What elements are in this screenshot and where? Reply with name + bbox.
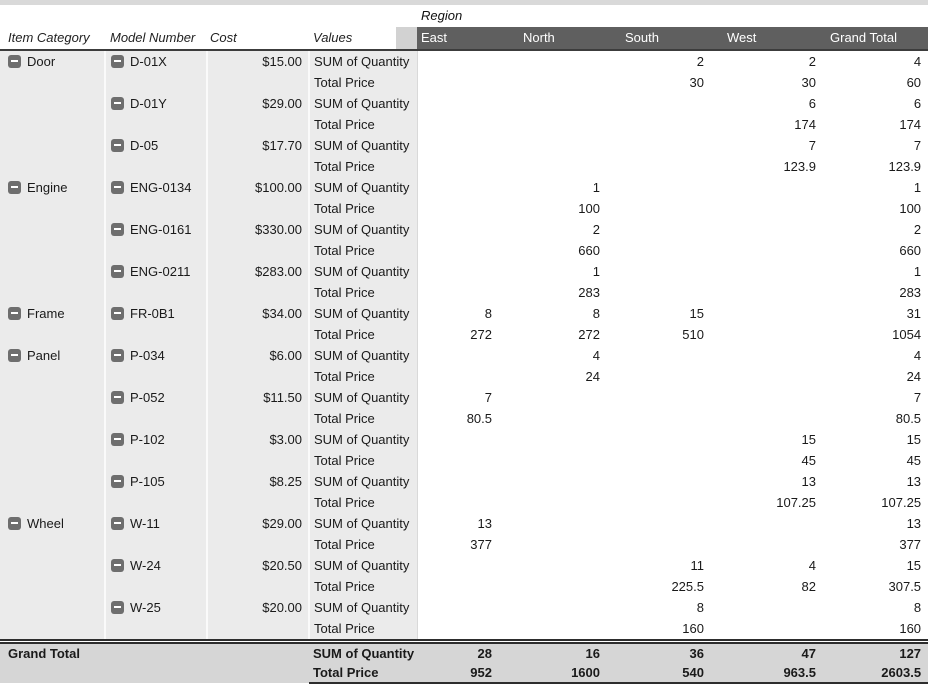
data-cell: 377 — [826, 534, 928, 555]
measure-label-quantity: SUM of Quantity — [309, 93, 417, 114]
model-cell — [105, 177, 207, 219]
collapse-model-button minus-icon[interactable] — [111, 55, 124, 68]
cost-value: $11.50 — [207, 387, 309, 429]
data-cell — [723, 198, 826, 219]
grand-total-label: Grand Total — [0, 642, 309, 684]
data-cell: 4 — [519, 345, 621, 366]
data-cell — [621, 492, 723, 513]
measure-label-price: Total Price — [309, 198, 417, 219]
data-cell: 6 — [723, 93, 826, 114]
model-label: D-01Y — [130, 96, 167, 111]
table-row — [0, 261, 928, 282]
data-cell — [417, 114, 519, 135]
pivot-table-body — [0, 50, 928, 642]
table-row — [0, 219, 928, 240]
model-label: P-102 — [130, 432, 165, 447]
data-cell — [621, 240, 723, 261]
data-cell — [519, 72, 621, 93]
data-cell — [723, 366, 826, 387]
collapse-category-button minus-icon[interactable] — [8, 55, 21, 68]
data-cell — [417, 471, 519, 492]
category-label: Panel — [27, 348, 61, 363]
data-cell — [621, 198, 723, 219]
data-cell — [723, 261, 826, 282]
measure-label-price: Total Price — [309, 534, 417, 555]
data-cell: 2 — [621, 50, 723, 72]
data-cell — [519, 471, 621, 492]
grand-total-value-east: 952 — [417, 663, 519, 683]
data-cell — [621, 513, 723, 534]
data-cell: 1 — [519, 177, 621, 198]
data-cell — [417, 261, 519, 282]
data-cell — [417, 72, 519, 93]
column-header-row — [0, 27, 928, 50]
data-cell — [723, 345, 826, 366]
collapse-model-button minus-icon[interactable] — [111, 181, 124, 194]
measure-label-price: Total Price — [309, 240, 417, 261]
data-cell — [519, 450, 621, 471]
data-cell — [519, 555, 621, 576]
data-cell: 283 — [826, 282, 928, 303]
collapse-model-button minus-icon[interactable] — [111, 517, 124, 530]
measure-label-price: Total Price — [309, 156, 417, 177]
data-cell: 377 — [417, 534, 519, 555]
model-cell — [105, 135, 207, 177]
header-spacer — [0, 5, 417, 27]
data-cell: 15 — [621, 303, 723, 324]
data-cell: 7 — [826, 387, 928, 408]
measure-label-quantity: SUM of Quantity — [309, 303, 417, 324]
data-cell — [621, 261, 723, 282]
data-cell — [417, 492, 519, 513]
model-label: FR-0B1 — [130, 306, 175, 321]
data-cell — [417, 219, 519, 240]
category-cell — [0, 50, 105, 177]
grand-total-measure-label-quantity: SUM of Quantity — [309, 642, 417, 664]
data-cell: 8 — [826, 597, 928, 618]
model-label: ENG-0211 — [130, 264, 191, 279]
data-cell — [723, 240, 826, 261]
data-cell — [417, 198, 519, 219]
data-cell — [723, 324, 826, 345]
region-column-header-south: South — [621, 27, 723, 50]
data-cell: 272 — [519, 324, 621, 345]
data-cell: 160 — [826, 618, 928, 642]
table-row — [0, 471, 928, 492]
category-cell — [0, 345, 105, 513]
data-cell — [417, 618, 519, 642]
cost-value: $20.50 — [207, 555, 309, 597]
data-cell — [723, 513, 826, 534]
data-cell — [417, 240, 519, 261]
data-cell — [519, 597, 621, 618]
model-label: ENG-0134 — [130, 180, 192, 195]
measure-label-price: Total Price — [309, 324, 417, 345]
data-cell: 7 — [417, 387, 519, 408]
data-cell: 123.9 — [723, 156, 826, 177]
collapse-model-button minus-icon[interactable] — [111, 349, 124, 362]
data-cell — [519, 135, 621, 156]
data-cell — [417, 597, 519, 618]
data-cell — [621, 471, 723, 492]
cost-value: $15.00 — [207, 50, 309, 93]
data-cell: 60 — [826, 72, 928, 93]
data-cell: 2 — [723, 50, 826, 72]
measure-label-quantity: SUM of Quantity — [309, 387, 417, 408]
data-cell — [519, 429, 621, 450]
collapse-model-button minus-icon[interactable] — [111, 559, 124, 572]
data-cell: 30 — [723, 72, 826, 93]
data-cell — [621, 450, 723, 471]
collapse-model-button minus-icon[interactable] — [111, 391, 124, 404]
data-cell: 24 — [519, 366, 621, 387]
table-row — [0, 177, 928, 198]
cost-value: $283.00 — [207, 261, 309, 303]
region-column-header-east: East — [417, 27, 519, 50]
model-label: W-11 — [130, 516, 160, 531]
data-cell — [723, 387, 826, 408]
grand-total-value-west: 47 — [723, 642, 826, 664]
data-cell — [519, 50, 621, 72]
data-cell: 82 — [723, 576, 826, 597]
data-cell — [417, 156, 519, 177]
column-header-values: Values — [309, 27, 417, 50]
measure-label-quantity: SUM of Quantity — [309, 50, 417, 72]
data-cell — [417, 555, 519, 576]
measure-label-quantity: SUM of Quantity — [309, 261, 417, 282]
table-row — [0, 50, 928, 72]
data-cell: 660 — [826, 240, 928, 261]
model-cell — [105, 219, 207, 261]
collapse-model-button minus-icon[interactable] — [111, 223, 124, 236]
collapse-category-button minus-icon[interactable] — [8, 349, 21, 362]
measure-label-price: Total Price — [309, 408, 417, 429]
data-cell — [417, 177, 519, 198]
data-cell: 1 — [826, 261, 928, 282]
data-cell: 225.5 — [621, 576, 723, 597]
data-cell: 1054 — [826, 324, 928, 345]
measure-label-price: Total Price — [309, 114, 417, 135]
measure-label-quantity: SUM of Quantity — [309, 597, 417, 618]
data-cell: 13 — [826, 513, 928, 534]
cost-value: $330.00 — [207, 219, 309, 261]
data-cell — [417, 366, 519, 387]
model-cell — [105, 345, 207, 387]
measure-label-quantity: SUM of Quantity — [309, 345, 417, 366]
region-column-header-north: North — [519, 27, 621, 50]
data-cell: 510 — [621, 324, 723, 345]
model-label: D-05 — [130, 138, 159, 153]
data-cell: 80.5 — [826, 408, 928, 429]
region-header-row — [0, 5, 928, 27]
grand-total-value-total: 2603.5 — [826, 663, 928, 683]
data-cell — [621, 282, 723, 303]
model-label: ENG-0161 — [130, 222, 192, 237]
measure-label-price: Total Price — [309, 72, 417, 93]
data-cell — [417, 576, 519, 597]
data-cell: 307.5 — [826, 576, 928, 597]
data-cell: 7 — [826, 135, 928, 156]
category-label: Frame — [27, 306, 65, 321]
data-cell — [621, 366, 723, 387]
collapse-model-button minus-icon[interactable] — [111, 475, 124, 488]
data-cell: 8 — [621, 597, 723, 618]
data-cell — [723, 219, 826, 240]
data-cell: 107.25 — [826, 492, 928, 513]
data-cell: 160 — [621, 618, 723, 642]
grand-total-value-east: 28 — [417, 642, 519, 664]
data-cell: 283 — [519, 282, 621, 303]
data-cell: 45 — [826, 450, 928, 471]
data-cell — [723, 408, 826, 429]
data-cell — [621, 114, 723, 135]
data-cell — [417, 429, 519, 450]
data-cell — [621, 156, 723, 177]
data-cell — [417, 93, 519, 114]
data-cell — [621, 93, 723, 114]
region-field-label: Region — [417, 5, 928, 27]
cost-value: $8.25 — [207, 471, 309, 513]
region-column-header-grand-total: Grand Total — [826, 27, 928, 50]
collapse-model-button minus-icon[interactable] — [111, 601, 124, 614]
model-cell — [105, 93, 207, 135]
data-cell — [723, 303, 826, 324]
table-row — [0, 303, 928, 324]
measure-label-quantity: SUM of Quantity — [309, 135, 417, 156]
data-cell: 80.5 — [417, 408, 519, 429]
data-cell — [723, 618, 826, 642]
column-header-cost: Cost — [207, 27, 309, 50]
data-cell — [723, 177, 826, 198]
data-cell — [519, 513, 621, 534]
grand-total-measure-label-price: Total Price — [309, 663, 417, 683]
model-cell — [105, 261, 207, 303]
data-cell — [621, 345, 723, 366]
measure-label-quantity: SUM of Quantity — [309, 555, 417, 576]
data-cell: 31 — [826, 303, 928, 324]
table-row — [0, 597, 928, 618]
data-cell: 174 — [723, 114, 826, 135]
table-row — [0, 429, 928, 450]
table-row — [0, 555, 928, 576]
category-label: Wheel — [27, 516, 64, 531]
data-cell: 15 — [826, 555, 928, 576]
data-cell: 107.25 — [723, 492, 826, 513]
cost-value: $17.70 — [207, 135, 309, 177]
model-cell — [105, 429, 207, 471]
model-cell — [105, 471, 207, 513]
data-cell — [519, 156, 621, 177]
model-cell — [105, 597, 207, 642]
column-header-item-category: Item Category — [0, 27, 105, 50]
data-cell — [723, 597, 826, 618]
data-cell: 1 — [519, 261, 621, 282]
collapse-model-button minus-icon[interactable] — [111, 307, 124, 320]
measure-label-price: Total Price — [309, 450, 417, 471]
data-cell — [519, 114, 621, 135]
data-cell: 6 — [826, 93, 928, 114]
model-label: P-052 — [130, 390, 165, 405]
region-column-header-west: West — [723, 27, 826, 50]
data-cell: 15 — [826, 429, 928, 450]
measure-label-price: Total Price — [309, 618, 417, 642]
data-cell — [621, 408, 723, 429]
measure-label-quantity: SUM of Quantity — [309, 177, 417, 198]
collapse-category-button minus-icon[interactable] — [8, 517, 21, 530]
data-cell: 45 — [723, 450, 826, 471]
data-cell — [519, 576, 621, 597]
collapse-category-button minus-icon[interactable] — [8, 181, 21, 194]
data-cell — [621, 429, 723, 450]
data-cell: 4 — [826, 50, 928, 72]
column-header-model-number: Model Number — [105, 27, 207, 50]
measure-label-quantity: SUM of Quantity — [309, 429, 417, 450]
table-row — [0, 387, 928, 408]
data-cell: 4 — [826, 345, 928, 366]
data-cell: 660 — [519, 240, 621, 261]
data-cell — [519, 93, 621, 114]
measure-label-quantity: SUM of Quantity — [309, 219, 417, 240]
cost-value: $29.00 — [207, 93, 309, 135]
model-label: P-034 — [130, 348, 165, 363]
data-cell: 13 — [417, 513, 519, 534]
data-cell — [417, 345, 519, 366]
data-cell — [621, 135, 723, 156]
collapse-model-button minus-icon[interactable] — [111, 265, 124, 278]
model-label: W-24 — [130, 558, 161, 573]
data-cell — [723, 282, 826, 303]
model-cell — [105, 555, 207, 597]
pivot-table — [0, 5, 928, 684]
data-cell: 4 — [723, 555, 826, 576]
data-cell: 1 — [826, 177, 928, 198]
data-cell: 7 — [723, 135, 826, 156]
data-cell — [417, 450, 519, 471]
collapse-model-button minus-icon[interactable] — [111, 139, 124, 152]
model-cell — [105, 387, 207, 429]
grand-total-value-north: 16 — [519, 642, 621, 664]
data-cell: 100 — [826, 198, 928, 219]
cost-value: $29.00 — [207, 513, 309, 555]
table-row — [0, 513, 928, 534]
data-cell — [519, 387, 621, 408]
table-row — [0, 345, 928, 366]
grand-total-value-north: 1600 — [519, 663, 621, 683]
cost-value: $6.00 — [207, 345, 309, 387]
measure-label-price: Total Price — [309, 282, 417, 303]
grand-total-quantity-row — [0, 642, 928, 664]
data-cell: 13 — [826, 471, 928, 492]
grand-total-section — [0, 642, 928, 684]
data-cell: 123.9 — [826, 156, 928, 177]
grand-total-value-total: 127 — [826, 642, 928, 664]
data-cell — [621, 534, 723, 555]
cost-value: $100.00 — [207, 177, 309, 219]
model-cell — [105, 513, 207, 555]
category-label: Engine — [27, 180, 68, 195]
cost-value: $34.00 — [207, 303, 309, 345]
data-cell — [519, 408, 621, 429]
category-label: Door — [27, 54, 56, 69]
measure-label-price: Total Price — [309, 576, 417, 597]
data-cell — [621, 387, 723, 408]
data-cell: 174 — [826, 114, 928, 135]
data-cell: 2 — [826, 219, 928, 240]
data-cell — [519, 492, 621, 513]
data-cell: 15 — [723, 429, 826, 450]
data-cell: 30 — [621, 72, 723, 93]
measure-label-quantity: SUM of Quantity — [309, 471, 417, 492]
category-cell — [0, 177, 105, 303]
model-cell — [105, 50, 207, 93]
data-cell — [723, 534, 826, 555]
model-cell — [105, 303, 207, 345]
data-cell: 8 — [417, 303, 519, 324]
data-cell — [621, 177, 723, 198]
cost-value: $3.00 — [207, 429, 309, 471]
data-cell: 272 — [417, 324, 519, 345]
measure-label-price: Total Price — [309, 492, 417, 513]
model-label: D-01X — [130, 54, 167, 69]
data-cell: 13 — [723, 471, 826, 492]
grand-total-value-west: 963.5 — [723, 663, 826, 683]
data-cell — [417, 50, 519, 72]
data-cell: 2 — [519, 219, 621, 240]
collapse-model-button minus-icon[interactable] — [111, 433, 124, 446]
data-cell — [519, 534, 621, 555]
measure-label-price: Total Price — [309, 366, 417, 387]
data-cell: 11 — [621, 555, 723, 576]
data-cell: 24 — [826, 366, 928, 387]
model-label: P-105 — [130, 474, 165, 489]
grand-total-value-south: 36 — [621, 642, 723, 664]
category-cell — [0, 513, 105, 642]
data-cell — [519, 618, 621, 642]
collapse-category-button minus-icon[interactable] — [8, 307, 21, 320]
category-cell — [0, 303, 105, 345]
data-cell: 100 — [519, 198, 621, 219]
data-cell: 8 — [519, 303, 621, 324]
measure-label-quantity: SUM of Quantity — [309, 513, 417, 534]
collapse-model-button minus-icon[interactable] — [111, 97, 124, 110]
cost-value: $20.00 — [207, 597, 309, 642]
data-cell — [417, 282, 519, 303]
table-row — [0, 135, 928, 156]
model-label: W-25 — [130, 600, 161, 615]
data-cell — [417, 135, 519, 156]
grand-total-value-south: 540 — [621, 663, 723, 683]
data-cell — [621, 219, 723, 240]
table-row — [0, 93, 928, 114]
